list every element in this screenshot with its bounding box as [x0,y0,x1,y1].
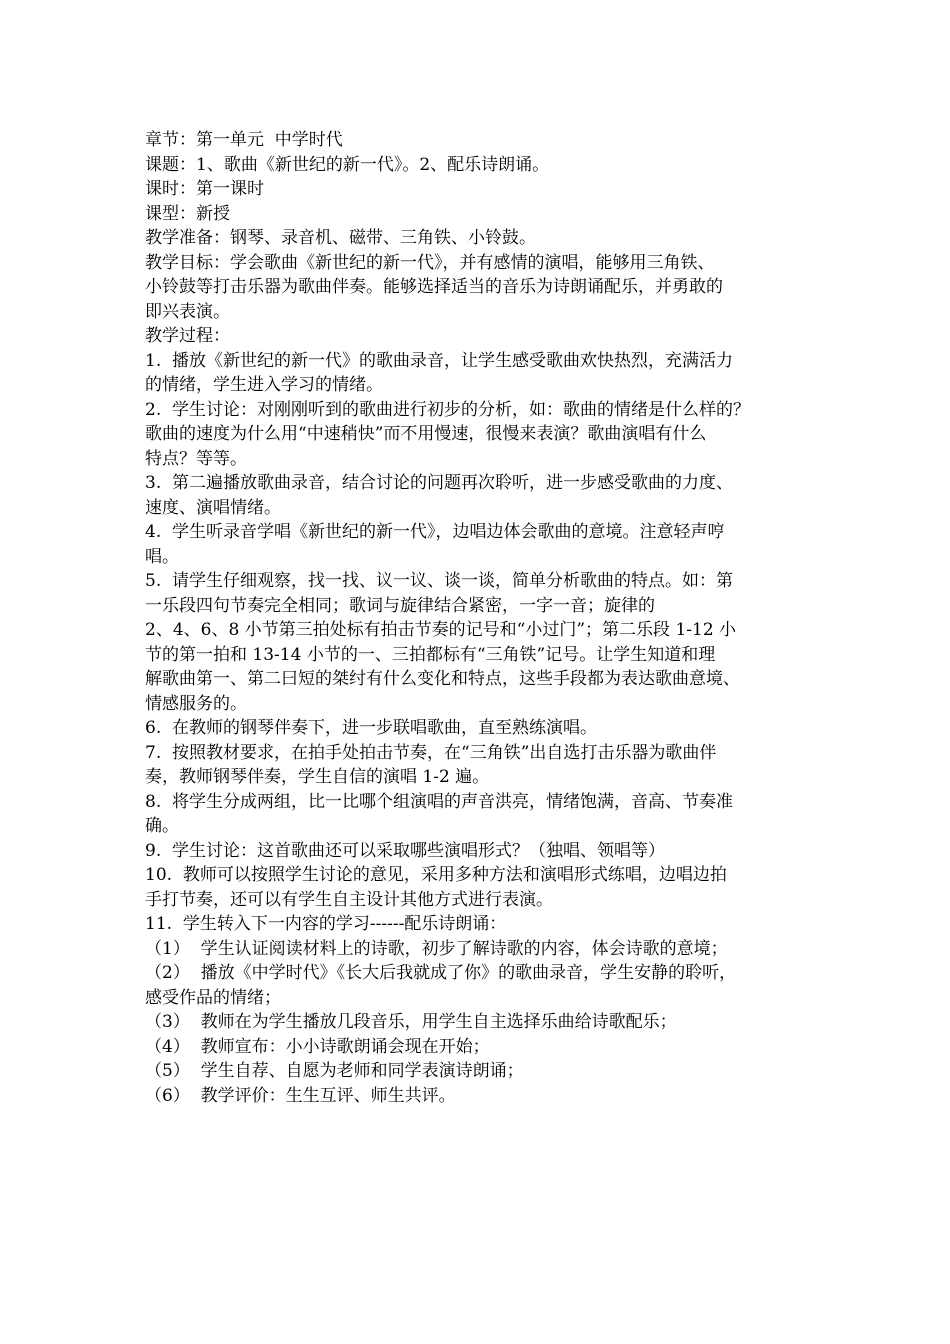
step-5-line-1: 5. 请学生仔细观察，找一找、议一议、谈一谈，简单分析歌曲的特点。如：第 [145,571,734,591]
step-5-line-4: 节的第一拍和 13-14 小节的一、三拍都标有“三角铁”记号。让学生知道和理 [145,644,716,665]
substep-2-line-2: 感受作品的情绪； [145,987,281,1008]
step-3-line-1: 3. 第二遍播放歌曲录音，结合讨论的问题再次聆听，进一步感受歌曲的力度、 [145,473,734,493]
topic-line: 课题：1、歌曲《新世纪的新一代》。2、配乐诗朗诵。 [145,154,550,175]
step-5-line-5: 解歌曲第一、第二曰短的桀纣有什么变化和特点，这些手段都为表达歌曲意境、 [145,669,740,689]
substep-1-line: （1） 学生认证阅读材料上的诗歌，初步了解诗歌的内容，体会诗歌的意境； [145,938,728,959]
preparation-line: 教学准备：钢琴、录音机、磁带、三角铁、小铃鼓。 [145,228,536,248]
step-2-line-1: 2. 学生讨论：对刚刚听到的歌曲进行初步的分析，如：歌曲的情绪是什么样的？ [145,399,751,420]
objective-line-1: 教学目标：学会歌曲《新世纪的新一代》，并有感情的演唱，能够用三角铁、 [145,252,715,273]
step-2-line-3: 特点？等等。 [145,448,247,469]
step-6-line-1: 6. 在教师的钢琴伴奏下，进一步联唱歌曲，直至熟练演唱。 [145,718,598,738]
lesson-type-line: 课型：新授 [145,203,230,224]
step-1-line-1: 1. 播放《新世纪的新一代》的歌曲录音，让学生感受歌曲欢快热烈，充满活力 [145,350,734,371]
step-4-line-2: 唱。 [145,546,179,567]
substep-5-line: （5） 学生自荐、自愿为老师和同学表演诗朗诵； [145,1061,524,1081]
step-1-line-2: 的情绪，学生进入学习的情绪。 [145,375,383,395]
objective-line-3: 即兴表演。 [145,301,230,322]
objective-line-2: 小铃鼓等打击乐器为歌曲伴奏。能够选择适当的音乐为诗朗诵配乐，并勇敢的 [145,277,723,297]
document-body [145,128,815,1108]
step-8-line-1: 8. 将学生分成两组，比一比哪个组演唱的声音洪亮，情绪饱满，音高、节奏准 [145,791,734,812]
substep-2-line-1: （2） 播放《中学时代》《长大后我就成了你》的歌曲录音，学生安静的聆听， [145,963,737,983]
process-heading: 教学过程： [145,326,230,346]
substep-6-line: （6） 教学评价：生生互评、师生共评。 [145,1085,456,1106]
chapter-line: 章节：第一单元 中学时代 [145,130,343,150]
step-2-line-2: 歌曲的速度为什么用“中速稍快”而不用慢速，很慢来表演？歌曲演唱有什么 [145,424,707,444]
step-7-line-2: 奏，教师钢琴伴奏，学生自信的演唱 1-2 遍。 [145,767,490,787]
step-8-line-2: 确。 [145,816,179,836]
step-5-line-2: 一乐段四句节奏完全相同；歌词与旋律结合紧密，一字一音；旋律的 [145,595,655,616]
step-10-line-2: 手打节奏，还可以有学生自主设计其他方式进行表演。 [145,889,553,910]
step-7-line-1: 7. 按照教材要求，在拍手处拍击节奏，在“三角铁”出自选打击乐器为歌曲伴 [145,742,717,763]
step-5-line-3: 2、4、6、8 小节第三拍处标有拍击节奏的记号和“小过门”；第二乐段 1-12 小 [145,620,737,640]
substep-3-line: （3） 教师在为学生播放几段音乐，用学生自主选择乐曲给诗歌配乐； [145,1012,677,1032]
step-4-line-1: 4. 学生听录音学唱《新世纪的新一代》，边唱边体会歌曲的意境。注意轻声哼 [145,522,725,542]
step-10-line-1: 10. 教师可以按照学生讨论的意见，采用多种方法和演唱形式练唱，边唱边拍 [145,865,727,885]
substep-4-line: （4） 教师宣布：小小诗歌朗诵会现在开始； [145,1036,490,1057]
step-9-line-1: 9. 学生讨论：这首歌曲还可以采取哪些演唱形式？（独唱、领唱等） [145,840,666,861]
step-11-line-1: 11. 学生转入下一内容的学习------配乐诗朗诵： [145,914,507,934]
step-5-line-6: 情感服务的。 [145,693,247,714]
class-hour-line: 课时：第一课时 [145,179,264,199]
step-3-line-2: 速度、演唱情绪。 [145,497,281,518]
